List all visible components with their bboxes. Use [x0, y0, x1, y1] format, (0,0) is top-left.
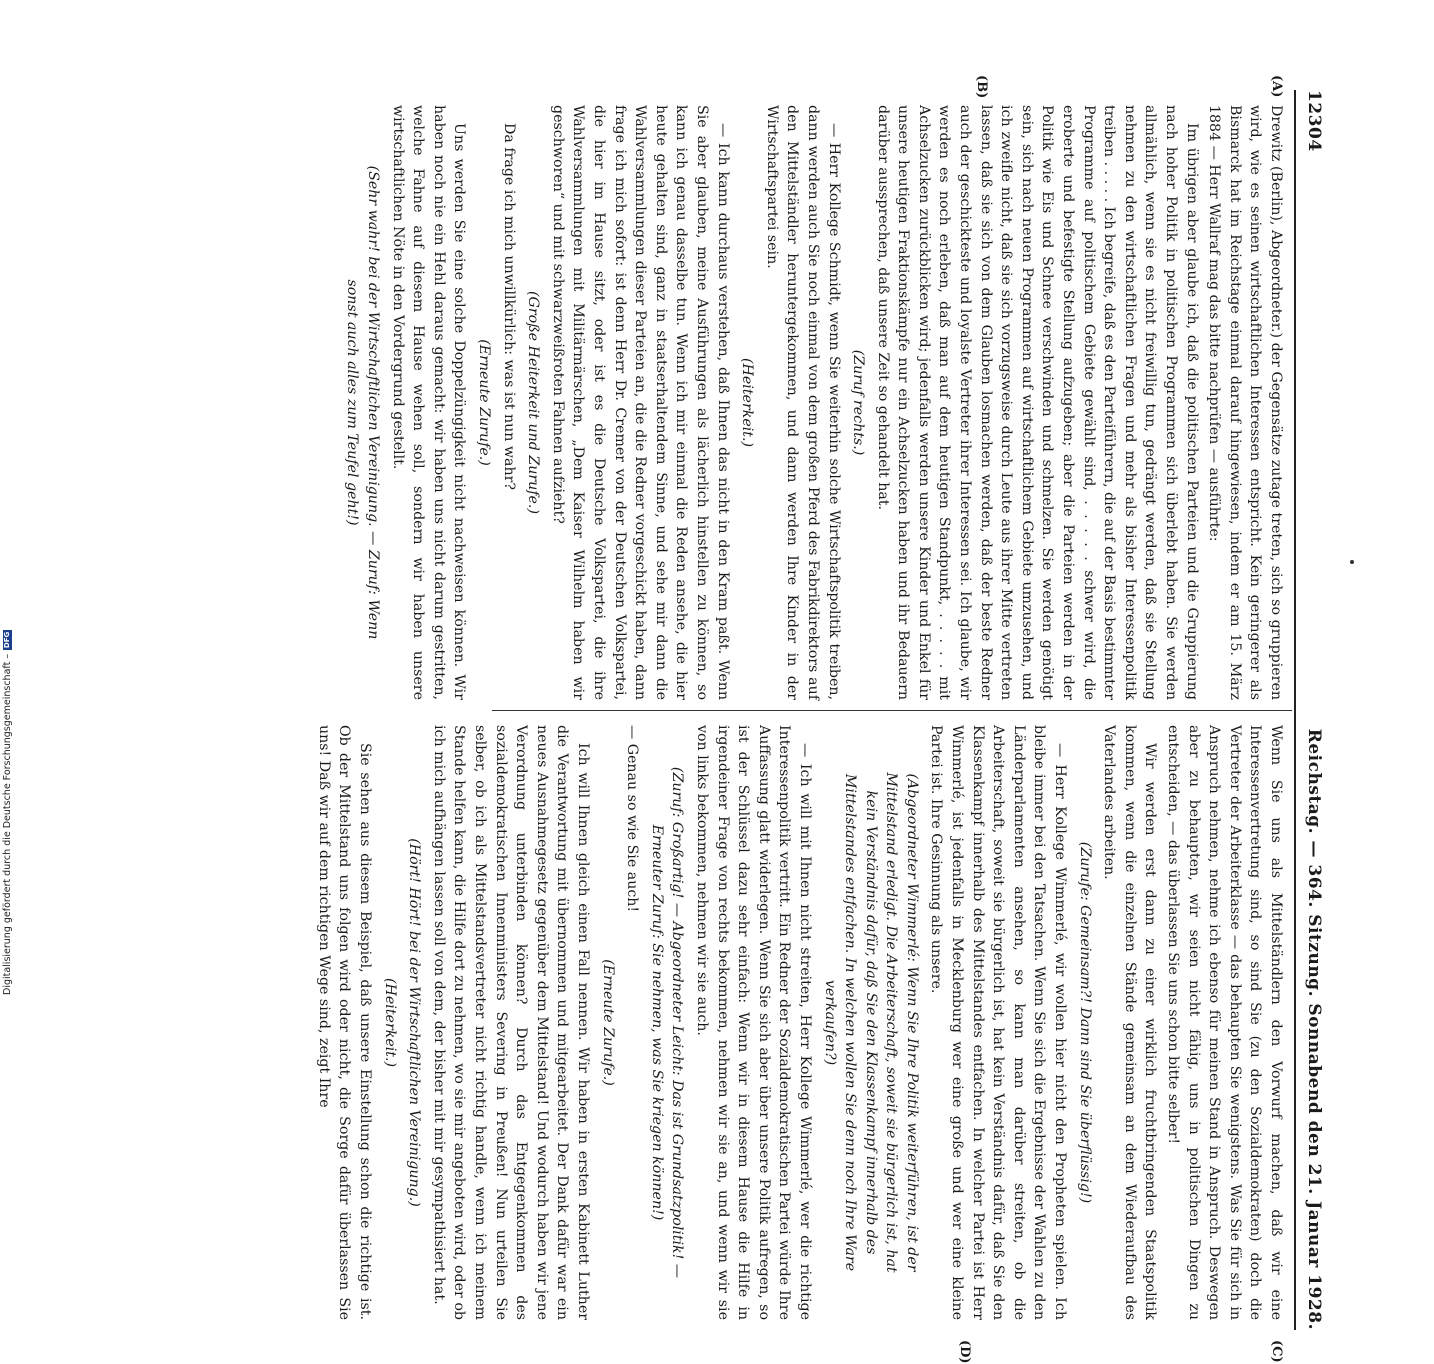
page-number: 12304 — [1304, 90, 1324, 152]
paragraph: Sie sehen aus diesem Beispiel, daß unsere Einstellung schon die richtige ist. Ob der Mittelstand uns folgen wird oder nicht, die Sorge dafür überlassen Sie uns! Daß wir auf dem richtigen Wege sind, zeigt Ihre — [315, 725, 374, 1320]
interjection: (Heiterkeit.) — [381, 978, 398, 1067]
page-header — [1304, 90, 1324, 1330]
interjection: (Erneute Zurufe.) — [599, 959, 616, 1086]
interjection: (Abgeordneter Wimmerlé: Wenn Sie Ihre Politik weiterführen, ist der Mittelstand erledigt. Die Arbeiterschaft, soweit sie bürgerlich ist, hat kein Verständnis dafür, daß Sie den Klassenkampf innerhalb des Mittelstandes entfachen. In welchen wollen Sie denn noch Ihre Ware verkaufen?) — [821, 772, 920, 1273]
interjection: (Heiterkeit.) — [739, 358, 756, 447]
left-column — [338, 105, 1286, 700]
paragraph: Drewitz (Berlin), Abgeordneter.) der Gegensätze zutage treten, sich so gruppieren wird, wie es seinen wirtschaftlichen Interessen entspricht. Kein geringerer als Bismarck hat im Reichstage einmal darauf hingewiesen, indem er am 15. März 1884 — Herr Wallraf mag das bitte nachprüfen — ausführte: — [1206, 105, 1284, 700]
paragraph: — Ich kann durchaus verstehen, daß Ihnen das nicht in den Kram paßt. Wenn Sie aber glauben, meine Ausführungen als lächerlich hinstellen zu können, so kann ich genau dasselbe tun. Wenn ich mir einmal die Reden ansehe, die hier heute gehalten sind, ganz in staatserhaltendem Sinne, und sehe mir dann die Wahlversammlungen dieser Parteien an, die die Redner vorgeschickt haben, dann frage ich mich sofort: ist denn Herr Dr. Cremer von der Deutschen Volkspartei, die hier im Hause sitzt, oder ist es die Deutsche Volkspartei, die ihre Wahlversammlungen mit Militärmärschen, „Dem Kaiser Wilhelm haben wir geschworen“ und mit schwarzweißroten Fahnen aufzieht? — [549, 105, 731, 700]
margin-mark-a: (A) — [1269, 75, 1284, 98]
interjection: (Erneute Zurufe.) — [476, 339, 493, 466]
dfg-logo-icon: DFG — [3, 631, 11, 649]
margin-mark-c: (C) — [1269, 1340, 1284, 1363]
paragraph: Da frage ich mich unwillkürlich: was ist nun wahr? — [500, 123, 517, 491]
header-rule — [1294, 90, 1296, 1330]
footer-text: Digitalisierung gefördert durch die Deutsche Forschungsgemeinschaft – — [2, 653, 13, 995]
margin-mark-d: (D) — [957, 1340, 972, 1364]
paragraph: — Herr Kollege Schmidt, wenn Sie weiterhin solche Wirtschaftspolitik treiben, dann werden auch Sie noch einmal von dem großen Pferd des Fabrikdirektors auf den Mittelständler heruntergekommen, und dann werden Ihre Kinder in der Wirtschaftspartei sein. — [763, 105, 842, 700]
paragraph: — Genau so wie Sie auch! — [624, 725, 641, 913]
quote-paragraph: Im übrigen aber glaube ich, daß die politischen Parteien und die Gruppierung nach hoher Politik in politischen Programmen sich überlebt haben. Sie werden allmählich, wenn sie es nicht freiwillig tun, gedrängt werden, daß sie Stellung nehmen zu den wirtschaftlichen Fragen und mehr als bisher Interessenpolitik treiben . . . . . Ich begreife, daß es den Parteiführern, die auf der Basis bestimmter Programme auf politischem Gebiete gewählt sind, . . . . . schwer wird, die eroberte und befestigte Stellung aufzugeben; aber die Parteien werden in der Politik wie Eis und Schnee verschwinden und schmelzen. Sie werden genötigt sein, sich nach neuen Programmen auf wirtschaftlichem Gebiete umzusehen, und ich zweifle nicht, daß sie sich vorzugsweise durch Leute aus ihrer Mitte vertreten lassen, daß sie sich von dem Glauben losmachen werden, daß der beste Redner auch der geschickteste und loyalste Vertreter ihrer Interessen sei. Ich glaube, wir werden es noch erleben, daß man auf dem heutigen Standpunkt, . . . . . mit Achselzucken zurückblicken wird; jedenfalls werden unsere Kinder und Enkel für unsere heutigen Fraktionskämpfe nur ein Achselzucken haben und ihr Bedauern darüber aussprechen, daß unsere Zeit so gehandelt hat. — [874, 105, 1200, 700]
digitization-footer — [2, 630, 13, 995]
interjection: (Hört! Hört! bei der Wirtschaftlichen Vereinigung.) — [406, 838, 423, 1207]
column-divider — [492, 710, 1292, 711]
interjection: (Sehr wahr! bei der Wirtschaftlichen Vereinigung. — Zuruf: Wenn sonst auch alles zum Teufel geht!) — [344, 165, 382, 640]
interjection: (Zurufe: Gemeinsam?! Dann sind Sie überflüssig!) — [1076, 841, 1093, 1204]
speck — [1350, 560, 1354, 564]
interjection: (Zuruf rechts.) — [850, 349, 867, 456]
paragraph: — Herr Kollege Wimmerlé, wir wollen hier nicht den Propheten spielen. Ich bleibe immer bei den Tatsachen. Wenn Sie sich die Ergebnisse der Wahlen zu den Länderparlamenten ansehen, so kann man darüber streiten, ob die Arbeiterschaft, soweit sie bürgerlich ist, hat kein Verständnis dafür, daß Sie den Klassenkampf innerhalb des Mittelstandes entfachen. In welcher Partei ist Herr Wimmerlé, ist jedenfalls in Mecklenburg wer eine große und wer eine kleine Partei ist. Ihre Gesinnung als unsere. — [928, 725, 1069, 1320]
page-title: Reichstag. — 364. Sitzung. Sonnabend den 21. Januar 1928. — [1304, 728, 1324, 1330]
interjection: (Große Heiterkeit und Zurufe.) — [525, 291, 542, 514]
interjection: (Zuruf: Großartig! — Abgeordneter Leicht: Das ist Grundsatzpolitik! — Erneuter Zuruf: Sie nehmen, was Sie kriegen können!) — [648, 766, 686, 1279]
paragraph: Uns werden Sie eine solche Doppelzüngigkeit nicht nachweisen können. Wir haben noch nie ein Hehl daraus gemacht: wir haben uns nicht darum gestritten, welche Fahne auf diesem Hause wehen soll, sondern wir haben unsere wirtschaftlichen Nöte in den Vordergrund gestellt. — [389, 105, 468, 700]
paragraph: Ich will Ihnen gleich einen Fall nennen. Wir haben in ersten Kabinett Luther die Verantwortung mit übernommen und mitgearbeitet. Der Dank dafür war ein neues Ausnahmegesetz gegenüber dem Mittelstand! Und wodurch haben wir jene Verordnung unterbinden können? Durch das Entgegenkommen des sozialdemokratischen Innenministers Severing in Preußen! Nun urteilen Sie selber, ob ich als Mittelstandsvertreter nicht richtig handle, wenn ich meinem Stande helfen kann, die Hilfe dort zu nehmen, wo sie mir angeboten wird, oder ob ich mich aufhängen lassen soll von dem, der bisher mit mir gesympathisiert hat. — [430, 725, 591, 1320]
paragraph: Wir werden erst dann zu einer wirklich fruchtbringenden Staatspolitik kommen, wenn die einzelnen Stände gemeinsam an dem Wiederaufbau des Vaterlandes arbeiten. — [1101, 725, 1159, 1320]
paragraph: — Ich will mit Ihnen nicht streiten, Herr Kollege Wimmerlé, wer die richtige Interessenpolitik vertritt. Ein Redner der Sozialdemokratischen Partei würde Ihre Auffassung glatt widerlegen. Wenn Sie sich aber über unsere Politik aufregen, so ist der Schlüssel dazu sehr einfach: Wenn wir in diesem Hause die Hilfe in irgendeiner Frage von rechts bekommen, nehmen wir sie an, und wenn wir sie von links bekommen, nehmen wir sie auch. — [693, 725, 813, 1320]
margin-mark-b: (B) — [974, 75, 989, 99]
paragraph: Wenn Sie uns als Mittelständlern den Vorwurf machen, daß wir eine Interessenvertretung sind, so sind Sie (zu den Sozialdemokraten) doch die Vertreter der Arbeiterklasse — das behaupten Sie wenigstens. Was Sie für sich in Anspruch nehmen, nehme ich ebenso für meinen Stand in Anspruch. Deswegen aber zu behaupten, wir seien nicht fähig, uns in politischen Dingen zu entscheiden, — das überlassen Sie uns schon bitte selber! — [1165, 725, 1284, 1320]
right-column — [311, 725, 1286, 1320]
